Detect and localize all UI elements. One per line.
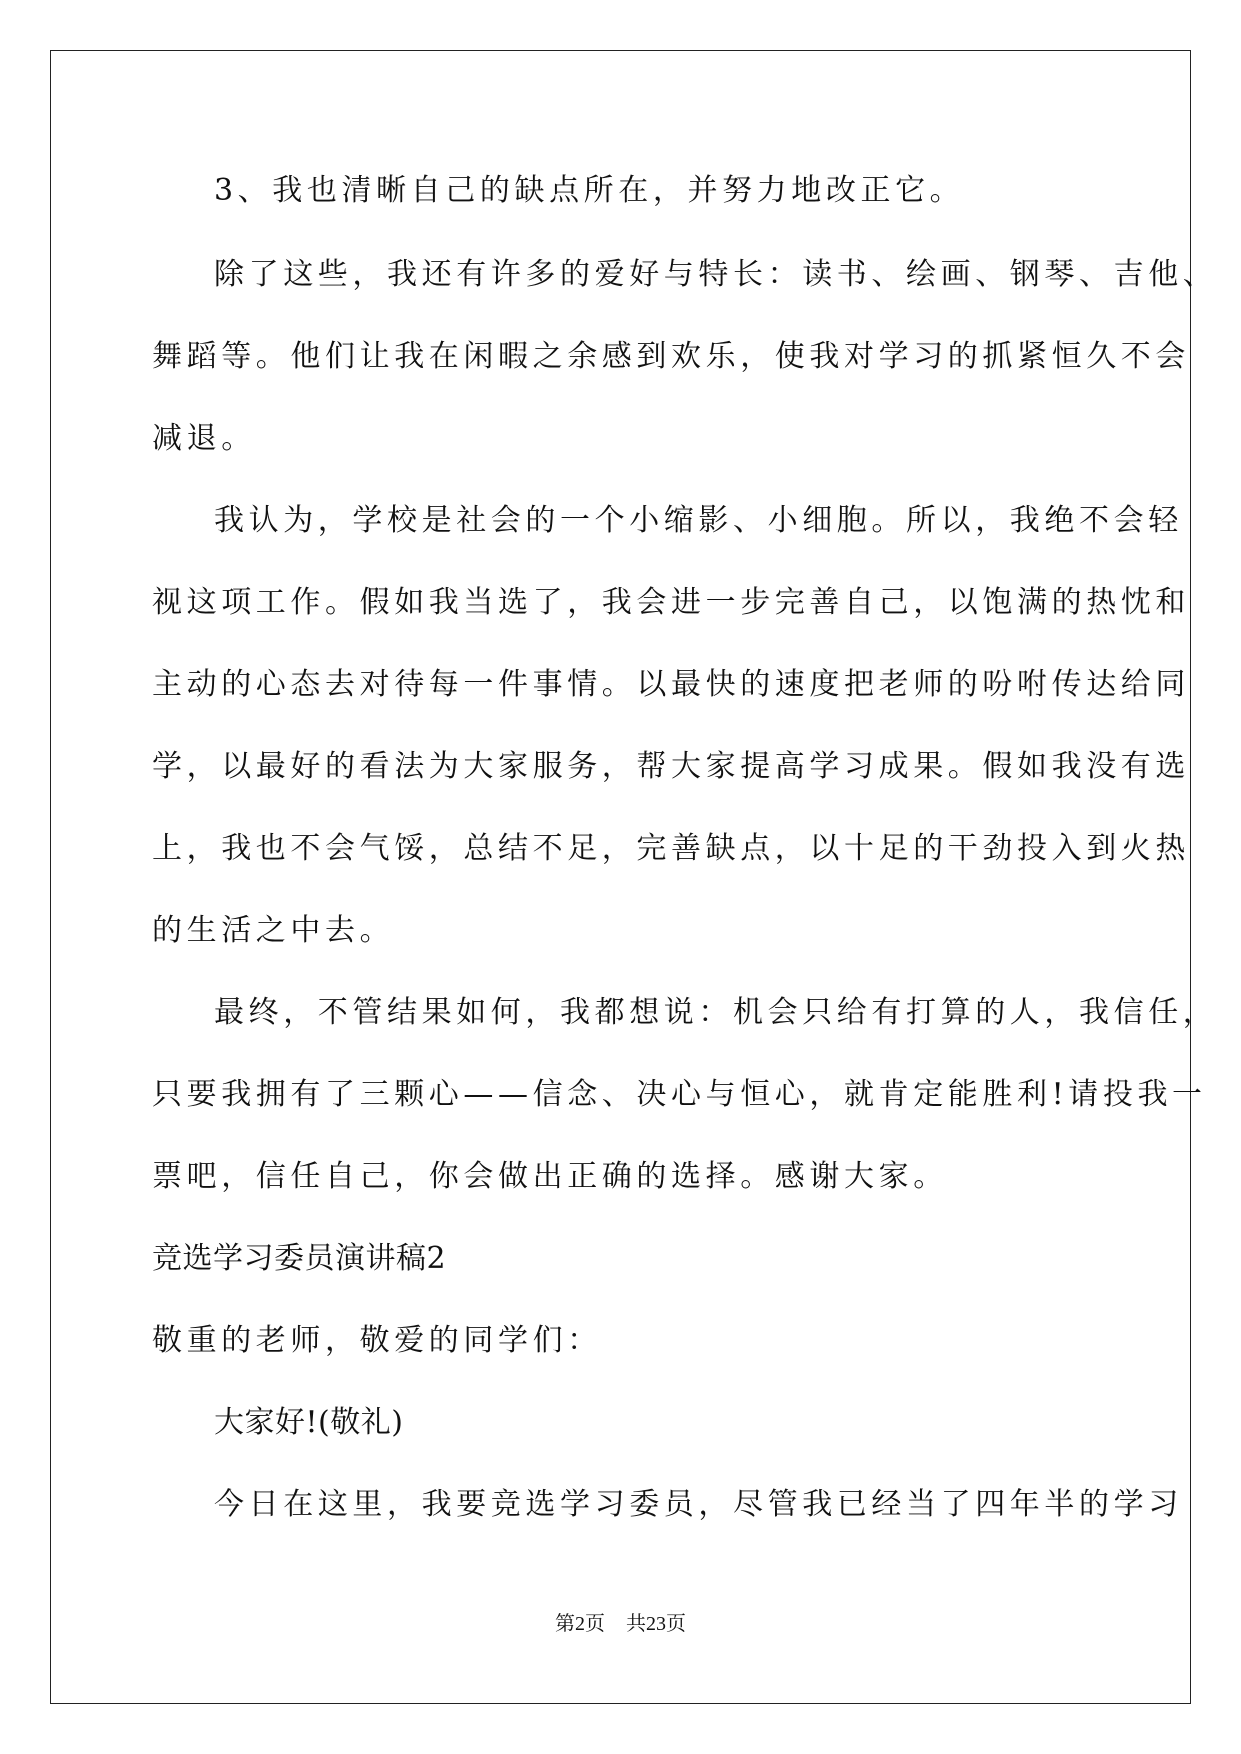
page-footer xyxy=(0,1612,1241,1636)
paragraph-line: 3、我也清晰自己的缺点所在，并努力地改正它。 xyxy=(214,173,965,208)
paragraph-line: 上，我也不会气馁，总结不足，完善缺点，以十足的干劲投入到火热 xyxy=(152,831,1190,866)
paragraph-line: 学，以最好的看法为大家服务，帮大家提高学习成果。假如我没有选 xyxy=(152,749,1190,784)
paragraph-line: 主动的心态去对待每一件事情。以最快的速度把老师的吩咐传达给同 xyxy=(152,667,1190,702)
paragraph-line: 我认为，学校是社会的一个小缩影、小细胞。所以，我绝不会轻 xyxy=(214,503,1183,538)
paragraph-line: 除了这些，我还有许多的爱好与特长：读书、绘画、钢琴、吉他、 xyxy=(214,257,1218,292)
paragraph-line: 视这项工作。假如我当选了，我会进一步完善自己，以饱满的热忱和 xyxy=(152,585,1190,620)
page-total: 共23页 xyxy=(626,1613,686,1635)
salutation: 敬重的老师，敬爱的同学们： xyxy=(152,1323,602,1358)
page-border xyxy=(50,50,1191,1704)
paragraph-line: 票吧，信任自己，你会做出正确的选择。感谢大家。 xyxy=(152,1159,948,1194)
paragraph-line: 的生活之中去。 xyxy=(152,913,395,948)
paragraph-line: 今日在这里，我要竞选学习委员，尽管我已经当了四年半的学习 xyxy=(214,1487,1183,1522)
greeting: 大家好!(敬礼) xyxy=(214,1405,404,1440)
paragraph-line: 只要我拥有了三颗心——信念、决心与恒心，就肯定能胜利!请投我一 xyxy=(152,1077,1207,1112)
paragraph-line: 最终，不管结果如何，我都想说：机会只给有打算的人，我信任， xyxy=(214,995,1218,1030)
paragraph-line: 减退。 xyxy=(152,421,256,456)
paragraph-line: 舞蹈等。他们让我在闲暇之余感到欢乐，使我对学习的抓紧恒久不会 xyxy=(152,339,1190,374)
page-number: 第2页 xyxy=(555,1613,605,1635)
section-title: 竞选学习委员演讲稿2 xyxy=(152,1241,447,1276)
